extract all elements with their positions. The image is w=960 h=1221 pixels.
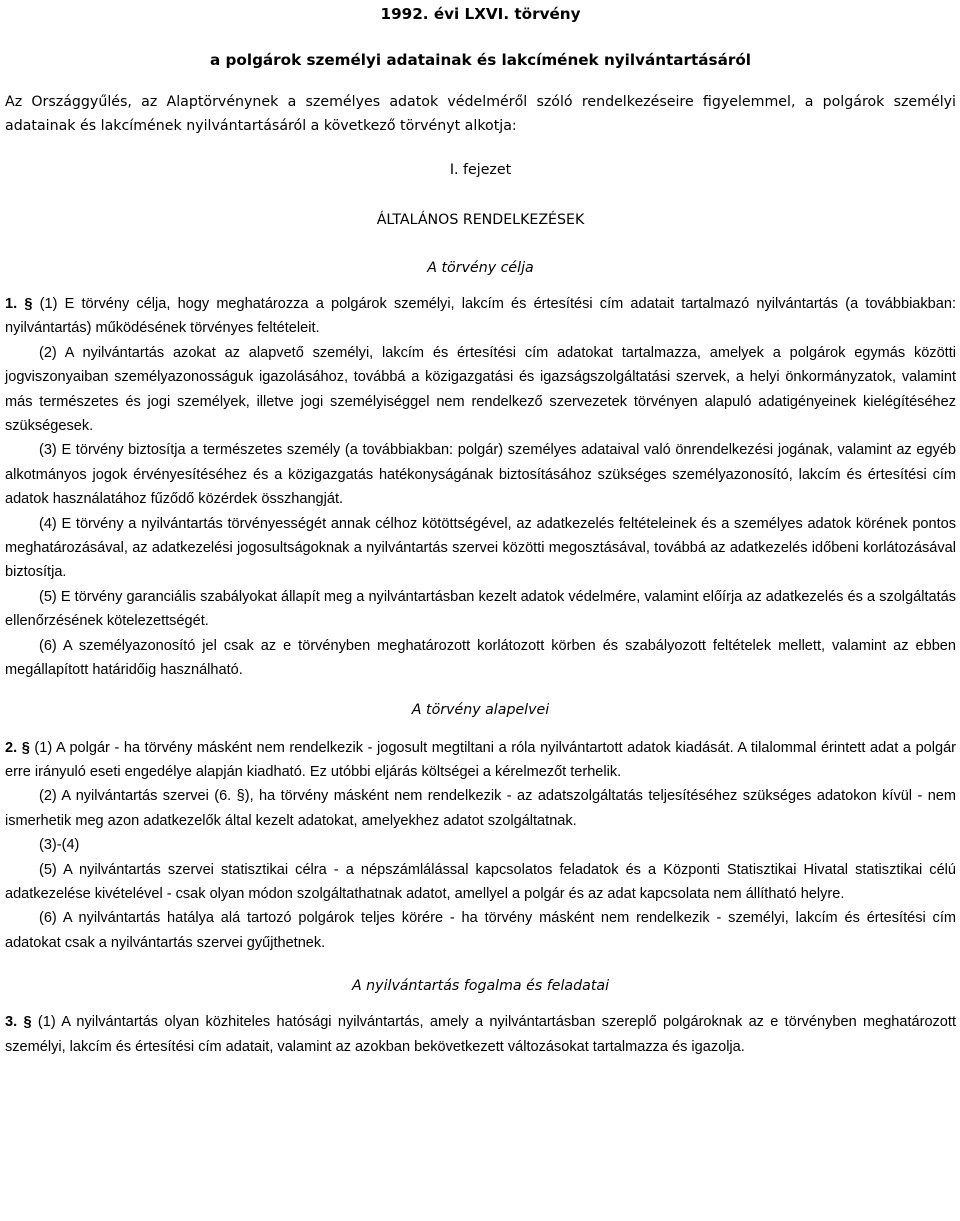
section-2-paragraph-6: (6) A nyilvántartás hatálya alá tartozó polgárok teljes körére - ha törvény másként nem rendelkezik - személyi, lakcím és értesítési cím adatokat csak a nyilvántartás szervei gyűjthetnek. [5,910,956,951]
section-heading-principles: A törvény alapelvei [411,701,550,718]
document-title: 1992. évi LXVI. törvény [380,5,581,23]
section-symbol: § [23,1014,32,1031]
section-2-body [5,736,956,956]
section-1-paragraph-4: (4) E törvény a nyilvántartás törvényességét annak célhoz kötöttségével, az adatkezelés feltételeinek és a személyes adatok körének pontos meghatározásával, az adatkezelési jogosultságoknak a nyilvántartás szervei közötti megosztásával, továbbá az adatkezelés időbeni korlátozásával biztosítja. [5,515,956,581]
section-heading-concept: A nyilvántartás fogalma és feladatai [351,978,610,995]
section-number: 1. [5,296,18,312]
section-3-paragraph-1 [5,1010,956,1059]
section-1-paragraph-3: (3) E törvény biztosítja a természetes személy (a továbbiakban: polgár) személyes adataival való önrendelkezési jogának, valamint az egyéb alkotmányos jogok érvényesítéséhez és a közigazgatás hatékonyságának biztosításához szükséges személyazonosító, lakcím és értesítési cím adatok használatához fűződő közérdek összhangját. [5,442,956,508]
section-2-paragraph-2: (2) A nyilvántartás szervei (6. §), ha törvény másként nem rendelkezik - az adatszolgáltatás teljesítéséhez szükséges adatokon kívül - nem ismerhetik meg azon adatkezelők által kezelt adatokat, amelyekhez adatot szolgáltatnak. [5,788,956,829]
section-number: 3. [5,1014,18,1031]
section-heading-purpose: A törvény célja [427,260,534,276]
section-2-paragraph-5: (5) A nyilvántartás szervei statisztikai célra - a népszámlálással kapcsolatos feladatok és a Központi Statisztikai Hivatal statisztikai célú adatkezelése kivételével - csak olyan módon szolgáltathatnak adatot, amellyel a polgár és az adat kapcsolata nem állítható helyre. [5,861,956,902]
chapter-label: I. fejezet [449,162,512,178]
paragraph-text: (1) A polgár - ha törvény másként nem rendelkezik - jogosult megtiltani a róla nyilvántartott adatok kiadását. A tilalommal érintett adat a polgár erre irányuló eseti engedélye alapján kiadható. Ez utóbbi eljárás költségei a kérelmezőt terhelik. [5,739,957,780]
section-1-body [5,292,956,683]
section-3-body [5,1010,956,1059]
section-number: 2. [5,739,18,756]
section-2-paragraph-3-4: (3)-(4) [39,837,80,854]
section-1-paragraph-1 [5,292,956,341]
section-1-paragraph-2: (2) A nyilvántartás azokat az alapvető személyi, lakcím és értesítési cím adatokat tartalmazza, amelyek a polgárok egymás közötti jogviszonyaiban személyazonosságuk igazolásához, továbbá a közigazgatási és igazságszolgáltatási szervek, a helyi önkormányzatok, valamint más természetes és jogi személyek, illetve jogi személyiséggel nem rendelkező szervezetek törvényen alapuló adatigényeinek kielégítéséhez szükségesek. [5,344,956,435]
section-1-paragraph-5: (5) E törvény garanciális szabályokat állapít meg a nyilvántartásban kezelt adatok védelmére, valamint előírja az adatkezelés és a szolgáltatás ellenőrzésének kötelezettségét. [5,588,956,630]
section-symbol: § [24,296,33,312]
section-1-paragraph-6: (6) A személyazonosító jel csak az e törvényben meghatározott korlátozott körben és szabályozott feltételek mellett, valamint az ebben megállapított határidőig használható. [5,637,956,679]
chapter-title: ÁLTALÁNOS RENDELKEZÉSEK [376,212,585,228]
paragraph-text: (1) E törvény célja, hogy meghatározza a polgárok személyi, lakcím és értesítési cím adatait tartalmazó nyilvántartás (a továbbiakban: nyilvántartás) működésének törvényes feltételeit. [5,296,956,337]
preamble: Az Országgyűlés, az Alaptörvénynek a személyes adatok védelméről szóló rendelkezéseire figyelemmel, a polgárok személyi adatainak és lakcímének nyilvántartásáról a következő törvényt alkotja: [5,94,956,134]
section-2-paragraph-1 [5,736,956,785]
document-subtitle: a polgárok személyi adatainak és lakcímének nyilvántartásáról [210,51,751,69]
paragraph-text: (1) A nyilvántartás olyan közhiteles hatósági nyilvántartás, amely a nyilvántartásban szereplő polgároknak az e törvényben meghatározott személyi, lakcím és értesítési cím adatait, valamint az azokban bekövetkezett változásokat tartalmazza és igazolja. [5,1014,956,1055]
section-symbol: § [21,739,30,756]
